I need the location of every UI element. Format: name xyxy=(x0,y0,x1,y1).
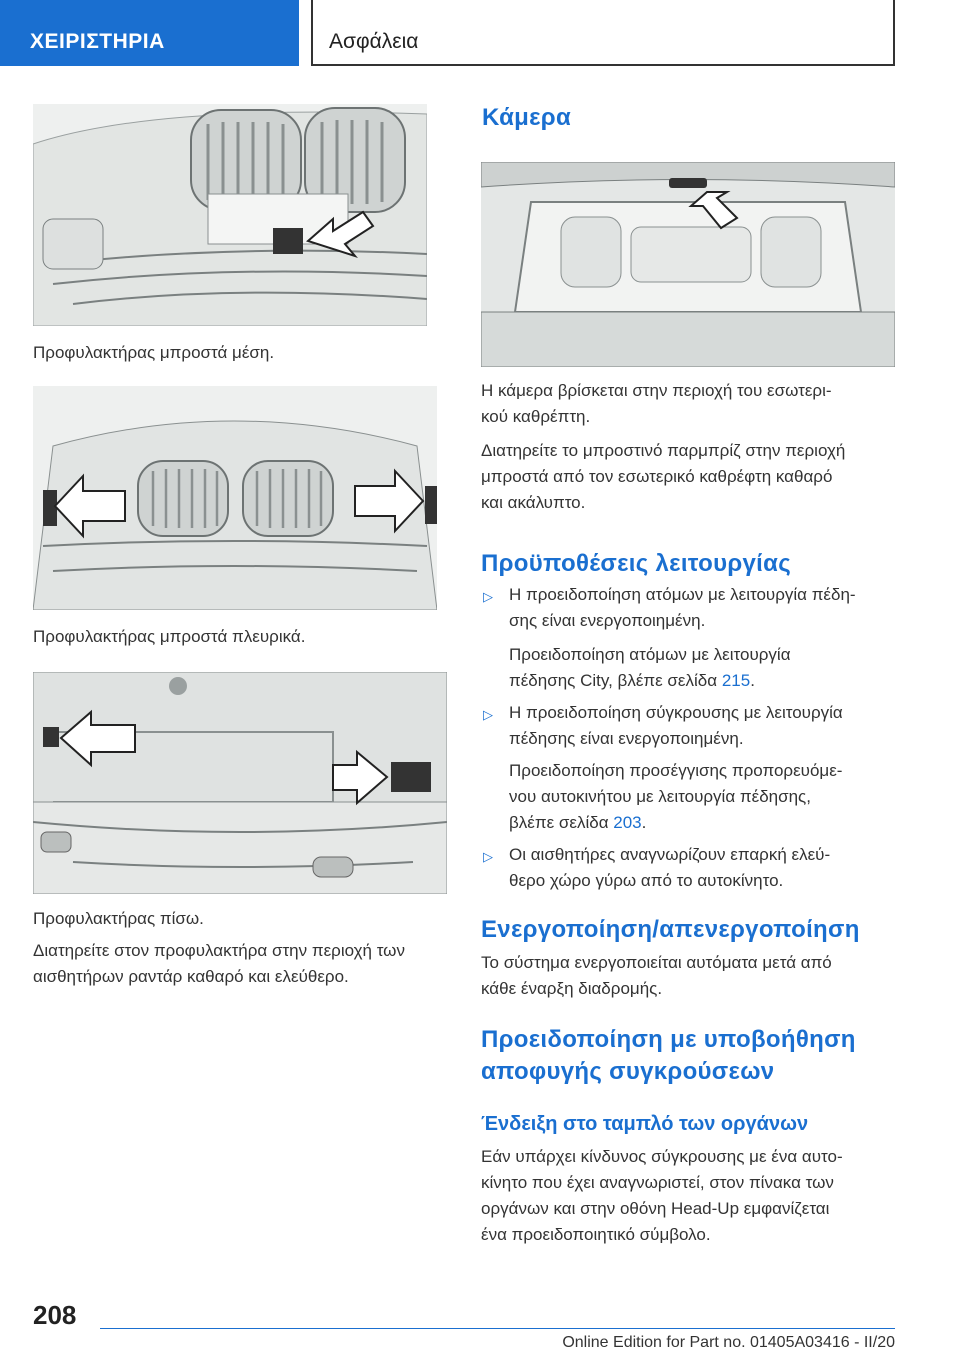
caption-rear: Προφυλακτήρας πίσω. xyxy=(33,909,204,928)
bullet-2-sub-line1: Προειδοποίηση προσέγγισης προπορευόμε- xyxy=(509,761,843,780)
display-line3: οργάνων και στην οθόνη Head-Up εμφανίζεται xyxy=(481,1199,830,1218)
camera-paragraph-1 xyxy=(481,378,911,430)
bullet-item-1 xyxy=(509,582,909,634)
camera-p2-line1: Διατηρείτε το μπροστινό παρμπρίζ στην περιοχή xyxy=(481,441,846,460)
triangle-right-icon: ▷ xyxy=(483,707,493,722)
activation-line1: Το σύστημα ενεργοποιείται αυτόματα μετά από xyxy=(481,953,832,972)
bullet-1-line2: σης είναι ενεργοποιημένη. xyxy=(509,611,706,630)
bullet-1-subtext xyxy=(509,642,909,694)
page-link-203[interactable]: 203 xyxy=(613,813,642,832)
collision-warning-heading-line1: Προειδοποίηση με υποβοήθηση xyxy=(481,1026,856,1053)
footer-divider xyxy=(100,1328,895,1329)
bumper-rear-image xyxy=(33,672,447,894)
bullet-2-sub-line3: βλέπε σελίδα 203. xyxy=(509,813,647,832)
chapter-tab: ΧΕΙΡΙΣΤΗΡΙΑ xyxy=(0,0,299,66)
sensor-paragraph-line2: αισθητήρων ραντάρ καθαρό και ελεύθερο. xyxy=(33,967,349,986)
section-title: Ασφάλεια xyxy=(311,0,895,66)
camera-p2-line2: μπροστά από τον εσωτερικό καθρέφτη καθαρό xyxy=(481,467,833,486)
sensor-paragraph-line1: Διατηρείτε στον προφυλακτήρα στην περιοχή των xyxy=(33,941,405,960)
display-heading: Ένδειξη στο ταμπλό των οργάνων xyxy=(481,1113,809,1135)
camera-heading: Κάμερα xyxy=(482,104,572,131)
camera-p2-line3: και ακάλυπτο. xyxy=(481,493,586,512)
collision-warning-heading xyxy=(481,1024,911,1088)
bullet-2-subtext xyxy=(509,758,909,836)
bullet-1-sub-line2: πέδησης City, βλέπε σελίδα 215. xyxy=(509,671,755,690)
camera-interior-image xyxy=(481,162,895,367)
footer-edition: Online Edition for Part no. 01405A03416 - II/20 xyxy=(562,1334,895,1351)
bullet-3-line1: Οι αισθητήρες αναγνωρίζουν επαρκή ελεύ- xyxy=(509,845,831,864)
triangle-right-icon: ▷ xyxy=(483,849,493,864)
bullet-item-2 xyxy=(509,700,909,752)
camera-paragraph-2 xyxy=(481,438,911,516)
display-line4: ένα προειδοποιητικό σύμβολο. xyxy=(481,1225,711,1244)
bullet-2-line1: Η προειδοποίηση σύγκρουσης με λειτουργία xyxy=(509,703,843,722)
prerequisites-heading: Προϋποθέσεις λειτουργίας xyxy=(481,550,791,577)
bullet-2-sub-text: βλέπε σελίδα xyxy=(509,813,614,832)
caption-front-center: Προφυλακτήρας μπροστά μέση. xyxy=(33,343,275,362)
triangle-right-icon: ▷ xyxy=(483,589,493,604)
bullet-2-sub-line2: νου αυτοκινήτου με λειτουργία πέδησης, xyxy=(509,787,811,806)
bullet-1-sub-text: πέδησης City, βλέπε σελίδα xyxy=(509,671,722,690)
caption-front-side: Προφυλακτήρας μπροστά πλευρικά. xyxy=(33,627,306,646)
bumper-front-side-image xyxy=(33,386,437,610)
activation-paragraph xyxy=(481,950,911,1002)
bullet-item-3 xyxy=(509,842,909,894)
activation-line2: κάθε έναρξη διαδρομής. xyxy=(481,979,663,998)
page-link-215[interactable]: 215 xyxy=(721,671,751,690)
bullet-3-line2: θερο χώρο γύρω από το αυτοκίνητο. xyxy=(509,871,784,890)
display-line1: Εάν υπάρχει κίνδυνος σύγκρουσης με ένα αυτο- xyxy=(481,1147,843,1166)
bullet-1-sub-line1: Προειδοποίηση ατόμων με λειτουργία xyxy=(509,645,791,664)
activation-heading: Ενεργοποίηση/απενεργοποίηση xyxy=(481,916,860,943)
page-number: 208 xyxy=(33,1300,77,1330)
bumper-front-center-image xyxy=(33,104,427,326)
collision-warning-heading-line2: αποφυγής συγκρούσεων xyxy=(481,1058,775,1085)
display-line2: κίνητο που έχει αναγνωριστεί, στον πίνακα των xyxy=(481,1173,834,1192)
camera-p1-line2: κού καθρέπτη. xyxy=(481,407,591,426)
sensor-paragraph xyxy=(33,938,463,990)
bullet-2-line2: πέδησης είναι ενεργοποιημένη. xyxy=(509,729,744,748)
camera-p1-line1: Η κάμερα βρίσκεται στην περιοχή του εσωτερι- xyxy=(481,381,832,400)
display-paragraph xyxy=(481,1144,911,1248)
bullet-1-line1: Η προειδοποίηση ατόμων με λειτουργία πέδη- xyxy=(509,585,856,604)
